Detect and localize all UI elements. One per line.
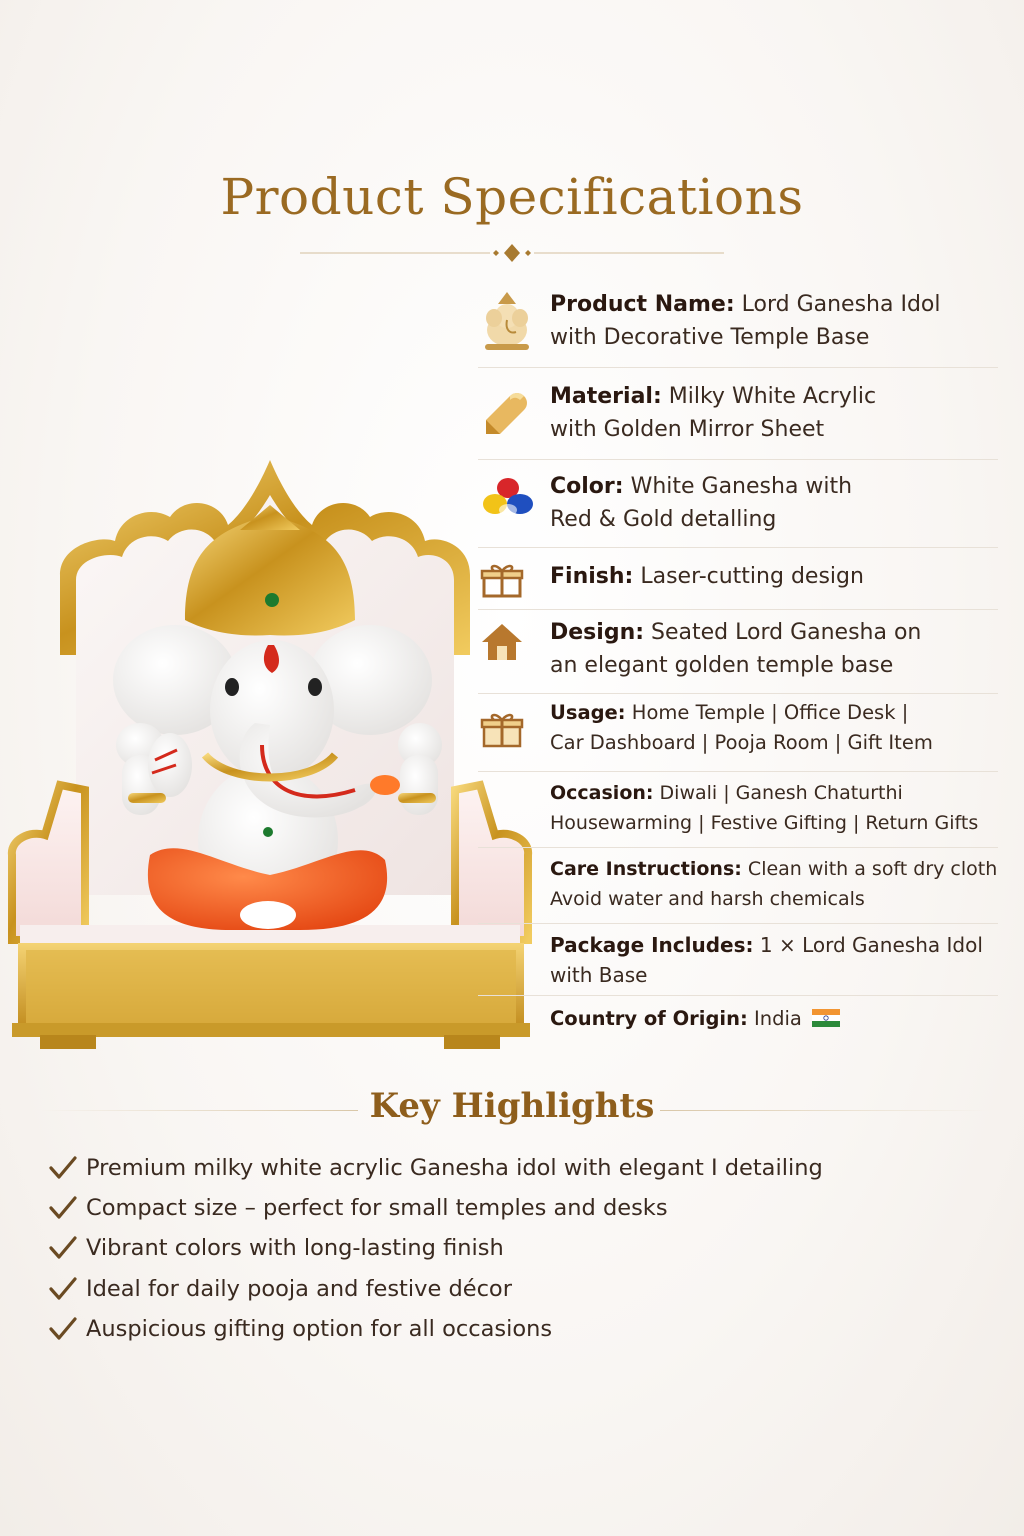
ganesha-icon bbox=[480, 290, 534, 352]
spec-label: Design: bbox=[550, 620, 645, 645]
spec-value-line2: with Base bbox=[550, 963, 648, 987]
spec-row-package bbox=[478, 924, 998, 996]
gift-box-icon bbox=[480, 710, 524, 748]
check-icon bbox=[48, 1193, 78, 1223]
highlight-text: Premium milky white acrylic Ganesha idol with elegant I detailing bbox=[86, 1155, 823, 1181]
spec-value: Laser-cutting design bbox=[640, 564, 864, 589]
spec-value-line2: with Golden Mirror Sheet bbox=[550, 417, 825, 442]
spec-row-origin bbox=[478, 996, 998, 1046]
title-divider bbox=[300, 240, 724, 266]
ganesha-idol-image bbox=[0, 455, 540, 1075]
spec-label: Care Instructions: bbox=[550, 858, 742, 880]
spec-row-care bbox=[478, 848, 998, 924]
material-bar-icon bbox=[480, 390, 530, 436]
highlight-text: Auspicious gifting option for all occasions bbox=[86, 1316, 553, 1342]
check-icon bbox=[48, 1153, 78, 1183]
highlight-text: Compact size – perfect for small temples and desks bbox=[86, 1195, 668, 1221]
spec-value-line2: with Decorative Temple Base bbox=[550, 325, 870, 350]
spec-row-material bbox=[478, 368, 998, 460]
spec-value-line2: Housewarming | Festive Gifting | Return Gifts bbox=[550, 812, 979, 834]
highlight-text: Ideal for daily pooja and festive décor bbox=[86, 1276, 512, 1302]
spec-value-line2: Avoid water and harsh chemicals bbox=[550, 888, 865, 910]
spec-value-line2: Car Dashboard | Pooja Room | Gift Item bbox=[550, 731, 933, 754]
spec-label: Occasion: bbox=[550, 782, 654, 804]
spec-row-usage bbox=[478, 694, 998, 772]
spec-row-design bbox=[478, 610, 998, 694]
spec-value: White Ganesha with bbox=[630, 474, 853, 499]
spec-label: Material: bbox=[550, 384, 662, 409]
spec-row-color bbox=[478, 460, 998, 548]
spec-value: Home Temple | Office Desk | bbox=[631, 701, 909, 724]
spec-label: Finish: bbox=[550, 564, 634, 589]
spec-row-finish bbox=[478, 548, 998, 610]
list-item bbox=[48, 1150, 823, 1186]
spec-row-occasion bbox=[478, 772, 998, 848]
spec-value: 1 × Lord Ganesha Idol bbox=[759, 933, 983, 957]
spec-value-line2: an elegant golden temple base bbox=[550, 653, 894, 678]
color-drops-icon bbox=[480, 474, 536, 518]
spec-label: Package Includes: bbox=[550, 933, 754, 957]
spec-value: Seated Lord Ganesha on bbox=[651, 620, 922, 645]
spec-label: Color: bbox=[550, 474, 624, 499]
highlights-divider-right bbox=[660, 1110, 990, 1111]
list-item bbox=[48, 1271, 512, 1307]
spec-label: Usage: bbox=[550, 701, 626, 724]
check-icon bbox=[48, 1314, 78, 1344]
spec-value: Milky White Acrylic bbox=[668, 384, 877, 409]
india-flag-icon bbox=[812, 1009, 840, 1027]
spec-value-line2: Red & Gold detalling bbox=[550, 507, 777, 532]
spec-value: Diwali | Ganesh Chaturthi bbox=[659, 782, 903, 804]
spec-value: India bbox=[753, 1007, 802, 1030]
check-icon bbox=[48, 1274, 78, 1304]
spec-label: Product Name: bbox=[550, 292, 735, 317]
list-item bbox=[48, 1230, 504, 1266]
list-item bbox=[48, 1311, 552, 1347]
home-icon bbox=[480, 622, 524, 662]
highlights-title: Key Highlights bbox=[369, 1086, 655, 1126]
highlight-text: Vibrant colors with long-lasting finish bbox=[86, 1235, 504, 1261]
spec-row-product-name bbox=[478, 282, 998, 368]
list-item bbox=[48, 1190, 668, 1226]
gift-icon bbox=[480, 562, 524, 598]
check-icon bbox=[48, 1233, 78, 1263]
page-title: Product Specifications bbox=[220, 168, 804, 226]
spec-label: Country of Origin: bbox=[550, 1007, 748, 1030]
spec-value: Lord Ganesha Idol bbox=[741, 292, 941, 317]
spec-value: Clean with a soft dry cloth bbox=[747, 858, 998, 880]
